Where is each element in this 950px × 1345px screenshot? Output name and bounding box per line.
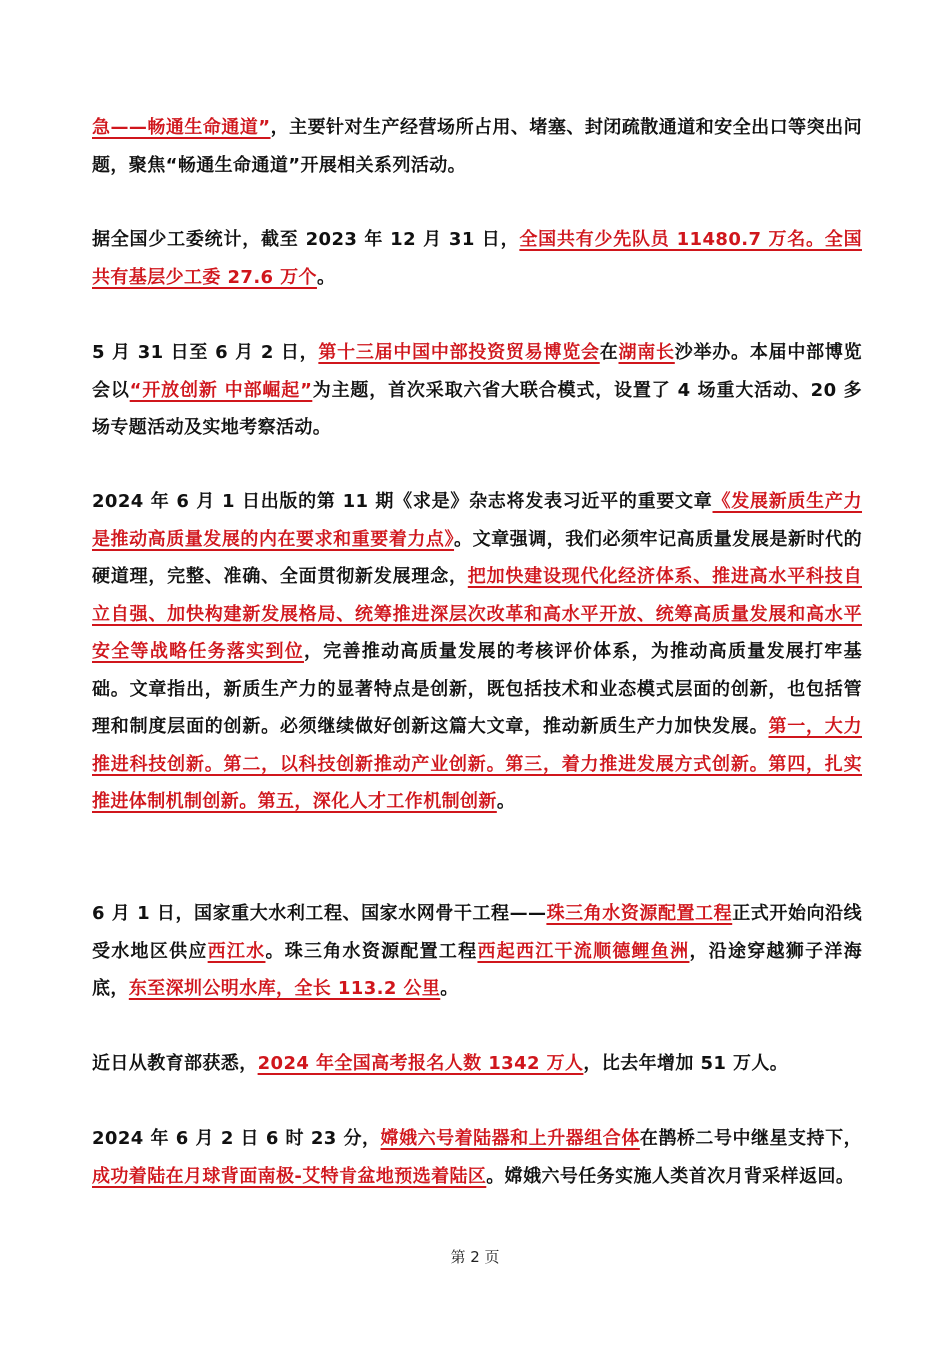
body-text: 。嫦娥六号任务实施人类首次月背采样返回。 — [486, 1165, 855, 1187]
body-text: ，比去年增加 51 万人。 — [583, 1053, 789, 1074]
body-text: 。 — [316, 266, 336, 288]
body-text: 。文章强调，我们必须牢记高质量发展是新时代的硬道理，完整、准确、全面贯彻新发展理念， — [92, 528, 862, 587]
body-text: 6 月 1 日，国家重大水利工程、国家水网骨干工程—— — [92, 903, 547, 924]
paragraph-qiushi-article — [92, 483, 862, 821]
highlight-text: 嫦娥六号着陆器和上升器组合体 — [380, 1128, 640, 1149]
paragraph-central-expo — [92, 334, 862, 447]
highlight-text: 2024 年全国高考报名人数 1342 万人 — [257, 1053, 584, 1074]
body-text: 在鹊桥二号中继星支持下， — [639, 1128, 862, 1149]
body-text: 。珠三角水资源配置工程 — [265, 940, 478, 962]
paragraph-gaokao — [92, 1045, 862, 1083]
body-text: 在 — [599, 342, 619, 363]
body-text: 沙举办。本届中部博览会以 — [92, 342, 863, 401]
highlight-text: 把加快建设现代化经济体系、推进高水平科技自立自强、加快构建新发展格局、统筹推进深层次改革和高水平开放、统筹高质量发展和高水平安全等战略任务落实到位 — [92, 566, 862, 662]
body-text: ，完善推动高质量发展的考核评价体系，为推动高质量发展打牢基础。文章指出，新质生产力的显著特点是创新，既包括技术和业态模式层面的创新，也包括管理和制度层面的创新。必须继续做好创新这篇大文章，推动新质生产力加快发展。 — [92, 641, 862, 737]
paragraph-water-project — [92, 895, 862, 1008]
highlight-text: 西江水 — [207, 940, 266, 962]
highlight-text: 成功着陆在月球背面南极-艾特肯盆地预选着陆区 — [92, 1165, 487, 1187]
paragraph-safety-activity — [92, 109, 862, 184]
highlight-text: 东至深圳公明水库，全长 113.2 公里 — [128, 978, 441, 999]
body-text: 2024 年 6 月 2 日 6 时 23 分， — [92, 1128, 381, 1149]
highlight-text: 第一，大力推进科技创新。第二，以科技创新推动产业创新。第三，着力推进发展方式创新。第四，扎实推进体制机制创新。第五，深化人才工作机制创新 — [92, 716, 862, 812]
body-text: 。 — [440, 978, 459, 999]
highlight-text: 《发展新质生产力是推动高质量发展的内在要求和重要着力点》 — [92, 491, 863, 550]
highlight-text: 全国共有少先队员 11480.7 万名。全国共有基层少工委 27.6 万个 — [92, 229, 862, 288]
body-text: ，沿途穿越狮子洋海底， — [92, 940, 863, 999]
body-text: ，主要针对生产经营场所占用、堵塞、封闭疏散通道和安全出口等突出问题，聚焦“畅通生命通道”开展相关系列活动。 — [92, 117, 862, 176]
page-number: 第 2 页 — [450, 1248, 500, 1266]
body-text: 正式开始向沿线受水地区供应 — [92, 903, 862, 962]
paragraph-change6 — [92, 1120, 862, 1195]
body-text: 为主题，首次采取六省大联合模式，设置了 4 场重大活动、20 多场专题活动及实地考察活动。 — [92, 379, 862, 438]
highlight-text: 急——畅通生命通道” — [92, 117, 271, 138]
body-text: 近日从教育部获悉， — [92, 1053, 258, 1074]
body-text: 2024 年 6 月 1 日出版的第 11 期《求是》杂志将发表习近平的重要文章 — [92, 491, 713, 512]
paragraph-young-pioneers — [92, 221, 862, 296]
highlight-text: 西起西江干流顺德鲤鱼洲 — [477, 940, 690, 962]
highlight-text: 第十三届中国中部投资贸易博览会 — [318, 342, 600, 363]
highlight-text: 珠三角水资源配置工程 — [546, 903, 733, 924]
highlight-text: “开放创新 中部崛起” — [129, 379, 313, 401]
body-text: 5 月 31 日至 6 月 2 日， — [92, 342, 319, 363]
body-text: 据全国少工委统计，截至 2023 年 12 月 31 日， — [92, 229, 520, 250]
highlight-text: 湖南长 — [618, 342, 675, 363]
body-text: 。 — [496, 791, 516, 812]
